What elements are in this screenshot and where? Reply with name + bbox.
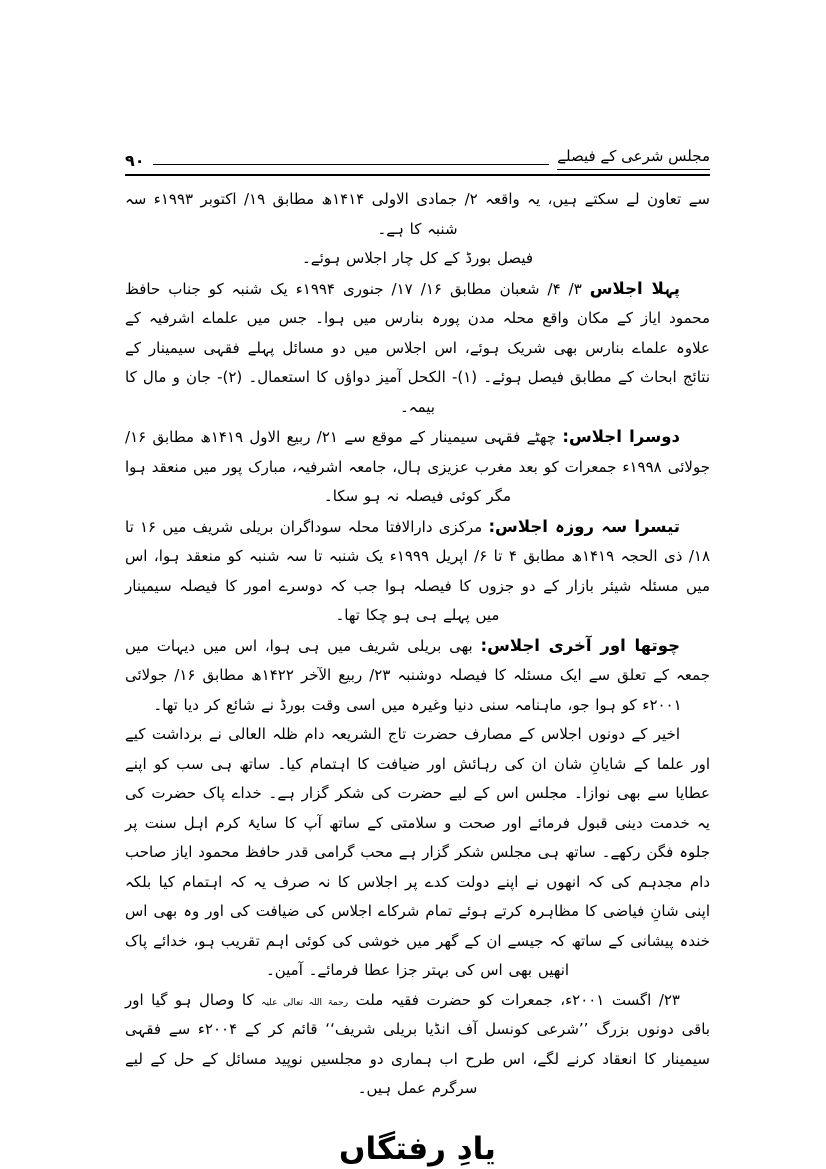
epilogue-text: ۲۳/ اگست ۲۰۰۱ء، جمعرات کو حضرت فقیہ ملت: [348, 990, 680, 1009]
epilogue-text-after: کا وصال ہو گیا اور باقی دونوں بزرگ ’’شرعی کونسل آف انڈیا بریلی شریف‘‘ قائم کر کے ۲۰۰۴ء سے فقہی سیمینار کا انعقاد کرنے لگے، اس طرح اب ہماری دو مجلسیں نوپید مسائل کے حل کے لیے سرگرم عمل ہیں۔: [125, 990, 711, 1097]
paragraph-second-meeting: [125, 422, 710, 512]
page-body: [125, 185, 710, 1104]
header-divider-line: [153, 164, 550, 165]
paragraph-meetings-count: فیصل بورڈ کے کل چار اجلاس ہوئے۔: [301, 249, 534, 267]
third-meeting-lead: تیسرا سہ روزہ اجلاس:: [488, 516, 680, 536]
header-row: [125, 146, 710, 170]
page-number: ۹۰: [125, 151, 145, 170]
memorial-section-heading: یادِ رفتگاں: [339, 1130, 496, 1167]
paragraph-continuation: سے تعاون لے سکتے ہیں، یہ واقعہ ۲/ جمادی الاولی ۱۴۱۴ھ مطابق ۱۹/ اکتوبر ۱۹۹۳ء سہ شنبہ کا ہے۔: [125, 190, 710, 238]
fourth-meeting-text: بھی بریلی شریف میں ہی ہوا، اس میں دیہات میں جمعہ کے تعلق سے ایک مسئلہ کا فیصلہ دوشنبہ ۲۳/ ربیع الآخر ۱۴۲۲ھ مطابق ۱۶/ جولائی ۲۰۰۱ء کو ہوا جو، ماہنامہ سنی دنیا وغیرہ میں اسی وقت بورڈ نے شائع کر دیا تھا۔: [125, 636, 710, 714]
paragraph-fourth-meeting: [125, 631, 710, 721]
fourth-meeting-lead: چوتھا اور آخری اجلاس:: [480, 635, 680, 655]
header-rule: [125, 174, 710, 176]
page-header: [125, 146, 710, 176]
third-meeting-text: مرکزی دارالافتا محلہ سوداگران بریلی شریف میں ۱۶ تا ۱۸/ ذی الحجہ ۱۴۱۹ھ مطابق ۴ تا ۶/ اپریل ۱۹۹۹ء یک شنبہ تا سہ شنبہ کو منعقد ہوا، اس میں مسئلہ شیئر بازار کے دو جزوں کا فیصلہ ہوا جب کہ دوسرے امور کا فیصلہ سیمینار میں پہلے ہی ہو چکا تھا۔: [125, 517, 711, 624]
second-meeting-text: چھٹے فقہی سیمینار کے موقع سے ۲۱/ ربیع الاول ۱۴۱۹ھ مطابق ۱۶/ جولائی ۱۹۹۸ء جمعرات کو بعد مغرب عزیزی ہال، جامعہ اشرفیہ، مبارک پور میں منعقد ہوا مگر کوئی فیصلہ نہ ہو سکا۔: [125, 428, 710, 505]
second-meeting-lead: دوسرا اجلاس:: [562, 427, 680, 446]
first-meeting-text: ۳/ ۴/ شعبان مطابق ۱۶/ ۱۷/ جنوری ۱۹۹۴ء یک شنبہ کو جناب حافظ محمود ایاز کے مکان واقع محلہ مدن پورہ بنارس میں ہوا۔ جس میں علماے اشرفیہ کے علاوہ علماے بنارس بھی شریک ہوئے، اس اجلاس میں دو مسائل پہلے فقہی سیمینار کے نتائج ابحاث کے مطابق فیصل ہوئے۔ (۱)- الکحل آمیز دواؤں کا استعمال۔ (۲)- جان و مال کا بیمہ۔: [125, 279, 710, 416]
paragraph-acknowledgement: اخیر کے دونوں اجلاس کے مصارف حضرت تاج الشریعہ دام ظلہ العالی نے برداشت کیے اور علما کے شایانِ شان ان کی رہائش اور ضیافت کا اہتمام کیا۔ ساتھ ہی سب کو اپنے عطایا سے بھی نوازا۔ مجلس اس کے لیے حضرت کی شکر گزار ہے۔ خداے پاک حضرت کی یہ خدمت دینی قبول فرمائے اور صحت و سلامتی کے ساتھ آپ کا سایۂ کرم اہل سنت پر جلوہ فگن رکھے۔ ساتھ ہی مجلس شکر گزار ہے محب گرامی قدر حافظ محمود ایاز صاحب دام مجدہم کی کہ انھوں نے اپنے دولت کدے پر اجلاس کا نہ صرف یہ کہ اہتمام کیا بلکہ اپنی شانِ فیاضی کا مظاہرہ کرتے ہوئے تمام شرکاے اجلاس کی ضیافت کی اور وہ بھی اس خندہ پیشانی کے ساتھ کہ جیسے ان کے گھر میں خوشی کی کوئی اہم تقریب ہو، خدائے پاک انھیں بھی اس کی بہتر جزا عطا فرمائے۔ آمین۔: [125, 725, 710, 979]
paragraph-epilogue: [125, 986, 710, 1104]
paragraph-third-meeting: [125, 512, 710, 631]
header-title: مجلس شرعی کے فیصلے: [557, 146, 710, 170]
paragraph-first-meeting: [125, 274, 710, 423]
honorific-mark: رحمۃ اللہ تعالی علیہ: [261, 997, 349, 1008]
first-meeting-lead: پہلا اجلاس: [589, 278, 681, 298]
